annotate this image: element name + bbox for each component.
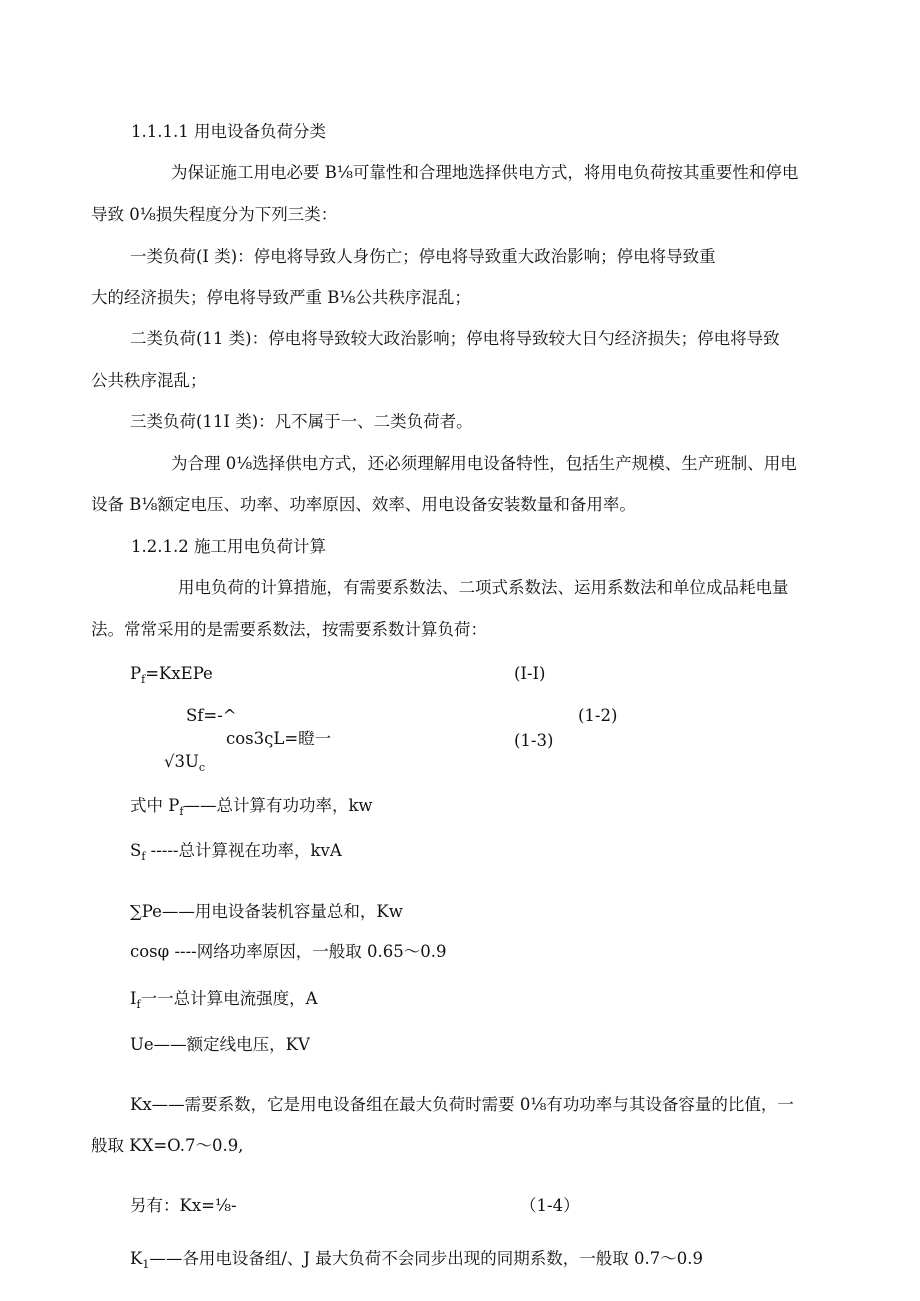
definition-pf: 式中 $P_f——$总计算有功功率，kw (130, 796, 373, 818)
paragraph-line: 导致 0⅛损失程度分为下列三类： (91, 205, 338, 224)
section-heading-2: 1.2.1.2 施工用电负荷计算 (131, 537, 326, 556)
definition-cos: cosφ ----网络功率原因，一般取 0.65～0.9 (130, 942, 447, 961)
paragraph-line: 设备 B⅛额定电压、功率、功率原因、效率、用电设备安装数量和备用率。 (91, 495, 636, 514)
definition-if: $I_f$一一总计算电流强度，A (130, 989, 318, 1011)
formula-3-number: (1-3) (514, 731, 554, 750)
definition-sf: $S_f$ -----总计算视在功率，kvA (130, 841, 342, 863)
paragraph-line: 公共秩序混乱； (91, 371, 207, 390)
paragraph-line: 用电负荷的计算措施，有需要系数法、二项式系数法、运用系数法和单位成品耗电量 (178, 578, 789, 597)
section-heading-1: 1.1.1.1 用电设备负荷分类 (131, 122, 326, 141)
definition-kx-line2: 般取 KX=O.7～0.9, (91, 1136, 244, 1155)
paragraph-line: 法。常常采用的是需要系数法，按需要系数计算负荷： (91, 620, 487, 639)
definition-ue: Ue——额定线电压，KV (130, 1035, 310, 1054)
definition-kx-line1: Kx——需要系数，它是用电设备组在最大负荷时需要 0⅛有功功率与其设备容量的比值，一 (130, 1095, 794, 1114)
formula-2: Sf=-^ (186, 706, 237, 725)
formula-2-number: (1-2) (578, 706, 618, 725)
paragraph-line: 三类负荷(11I 类)：凡不属于一、二类负荷者。 (130, 412, 473, 431)
paragraph-line: 为合理 0⅛选择供电方式，还必须理解用电设备特性，包括生产规模、生产班制、用电 (171, 454, 797, 473)
definition-k1: $K_1——$各用电设备组/、J 最大负荷不会同步出现的同期系数，一般取 0.7～0.9 (130, 1249, 703, 1271)
formula-4: 另有：Kx=⅛- (130, 1196, 237, 1215)
formula-3: cos3ςL=瞪一 (226, 729, 332, 748)
formula-1-number: (I-I) (514, 664, 546, 683)
formula-3-denominator: $√3U_c$ (164, 752, 206, 774)
paragraph-line: 一类负荷(I 类)：停电将导致人身伤亡；停电将导致重大政治影响；停电将导致重 (130, 247, 716, 266)
paragraph-line: 大的经济损失；停电将导致严重 B⅛公共秩序混乱； (91, 288, 471, 307)
formula-1: $P_f=KxEPe$ (130, 664, 213, 686)
paragraph-line: 为保证施工用电必要 B⅛可靠性和合理地选择供电方式，将用电负荷按其重要性和停电 (171, 163, 799, 182)
definition-pe: ∑Pe——用电设备装机容量总和，Kw (130, 902, 403, 921)
formula-4-number: （1-4） (520, 1196, 580, 1215)
paragraph-line: 二类负荷(11 类)：停电将导致较大政治影响；停电将导致较大日勺经济损失；停电将导致 (130, 329, 780, 348)
